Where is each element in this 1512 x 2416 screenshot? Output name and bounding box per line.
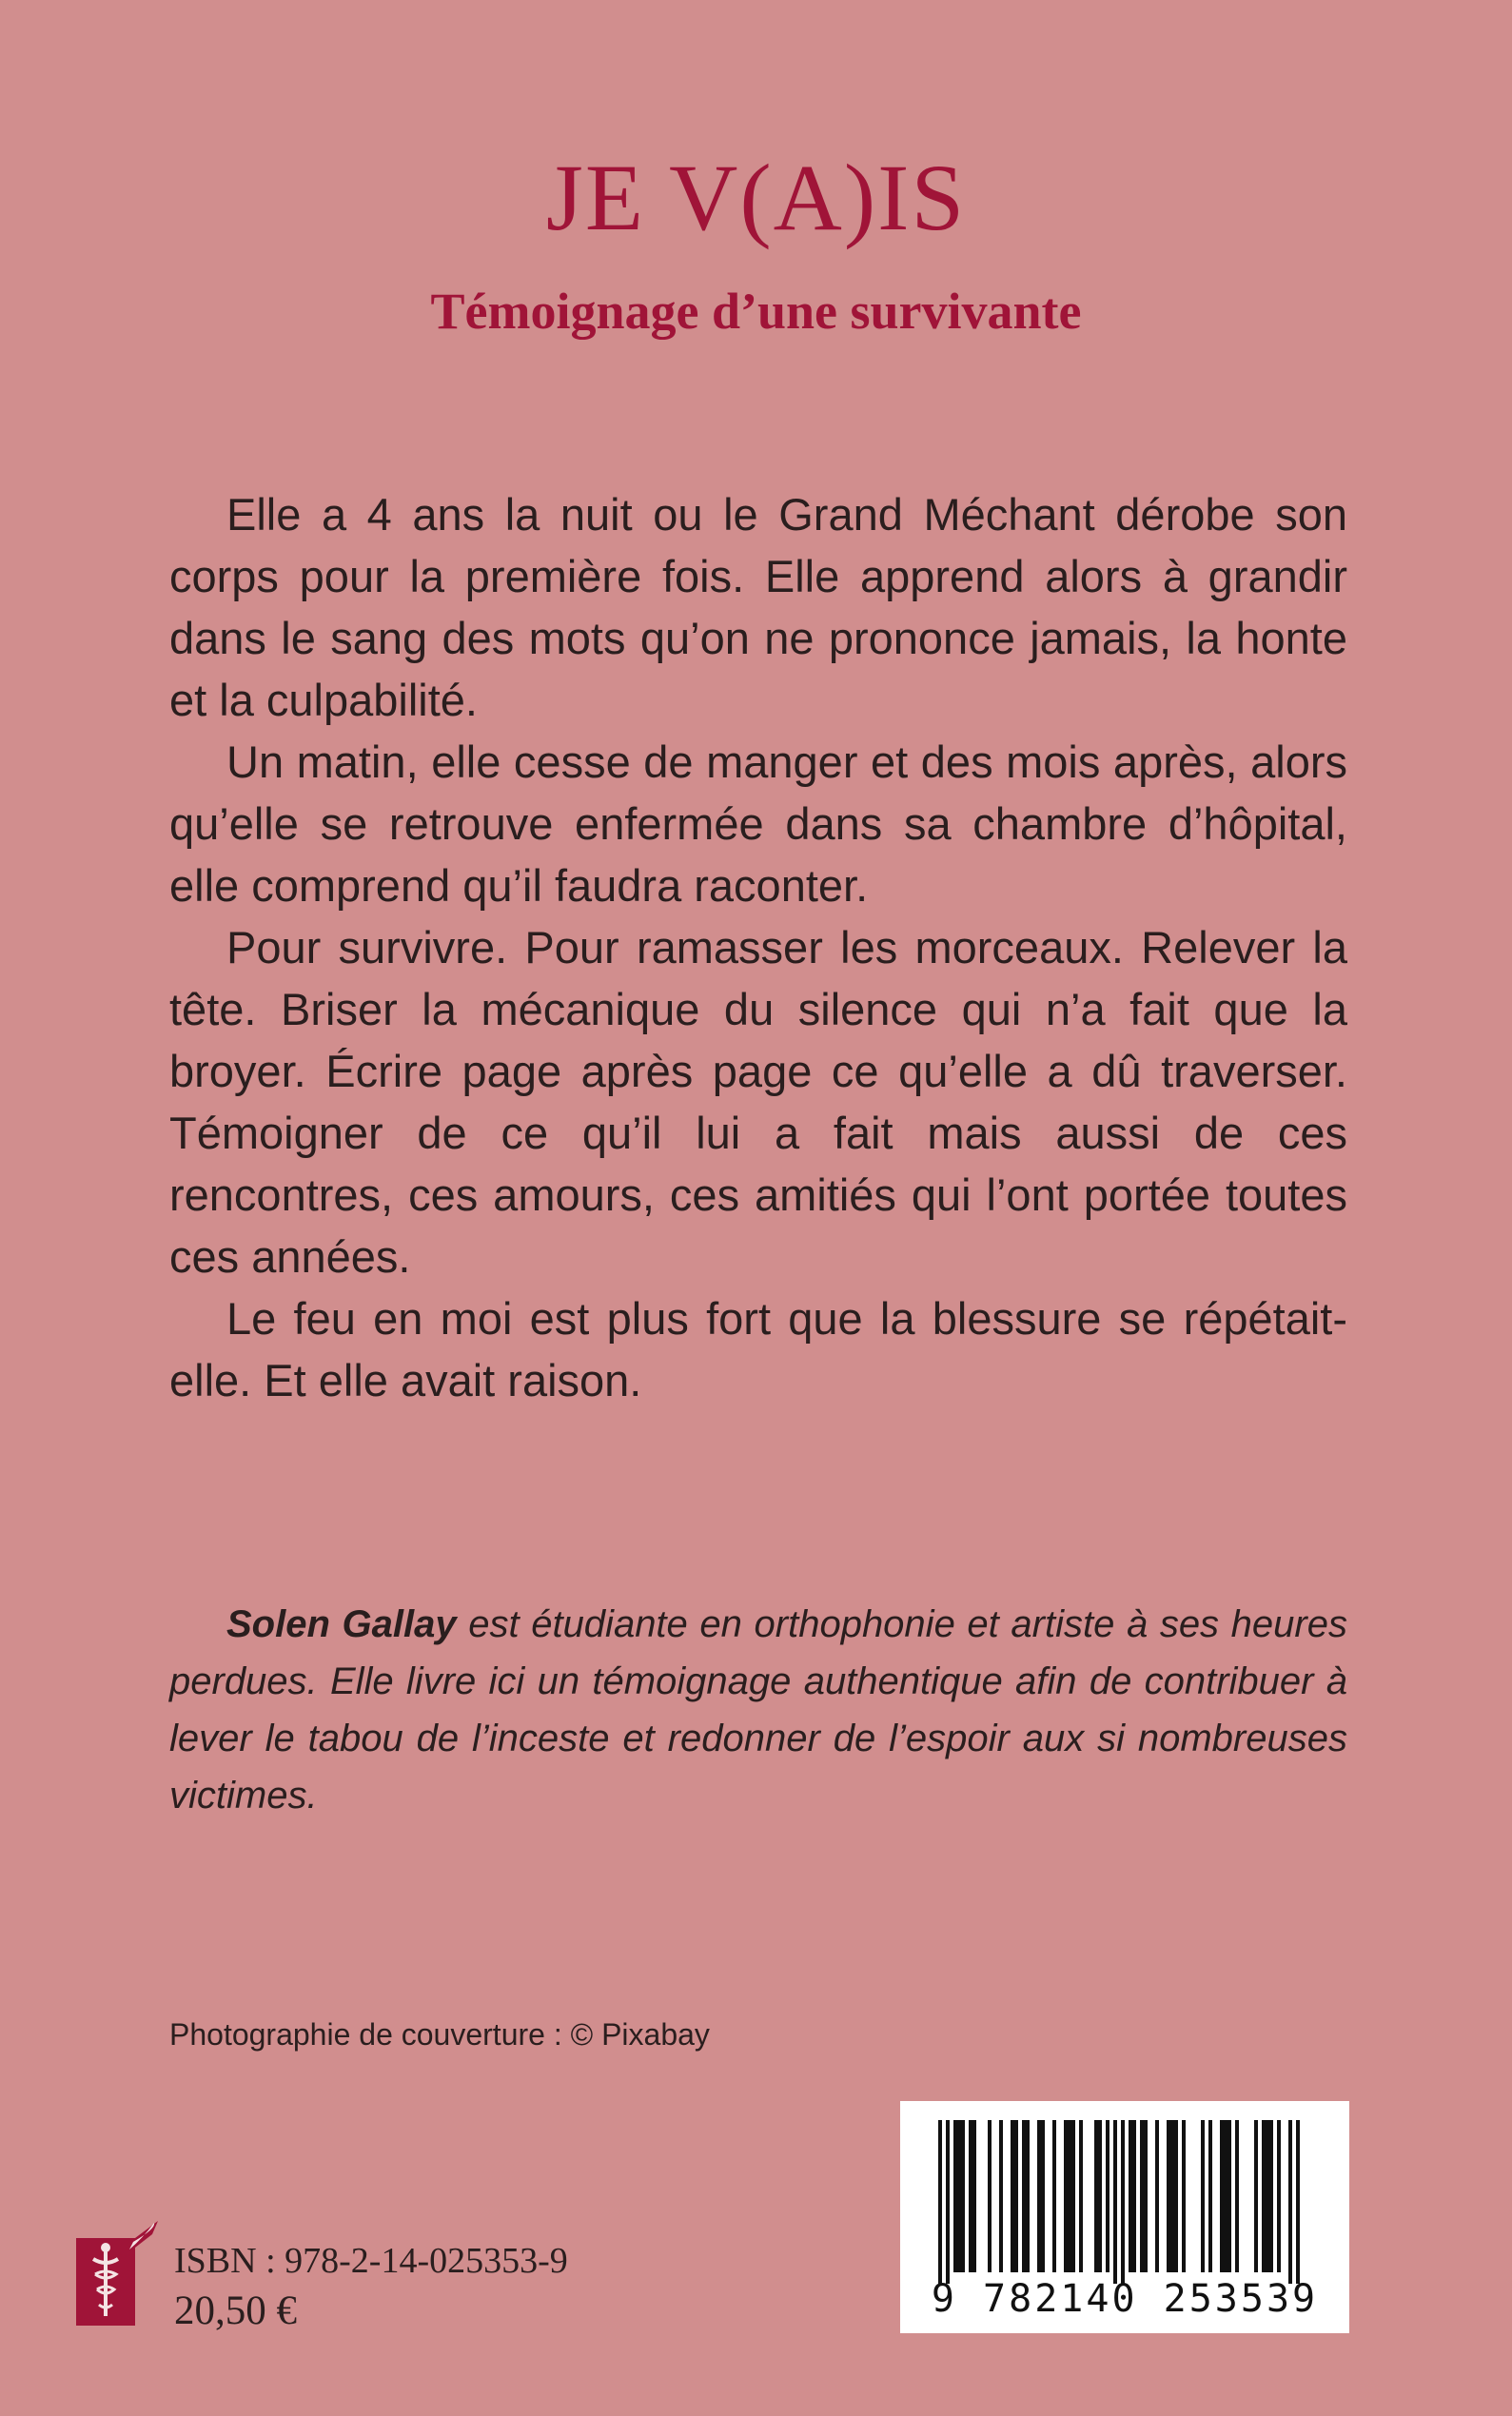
barcode-bar [957,2120,961,2272]
barcode-bar [1011,2120,1014,2272]
barcode-bar [1254,2120,1258,2272]
barcode-bar [1174,2120,1178,2272]
barcode-bar [1014,2120,1018,2272]
synopsis-paragraph: Elle a 4 ans la nuit ou le Grand Méchant dérobe son corps pour la première fois. Elle apprend alors à grandir dans le sang des mots qu’on ne prononce jamais, la honte et la culpabilité. [169,489,1347,725]
barcode-bar [1098,2120,1102,2272]
barcode-bar [1132,2120,1136,2272]
barcode [900,2101,1349,2333]
publisher-logo-icon [76,2221,158,2326]
barcode-bar [938,2120,942,2284]
barcode-bar [1296,2120,1300,2284]
price: 20,50 € [174,2288,297,2333]
barcode-bar [1182,2120,1186,2272]
barcode-bar [1167,2120,1170,2272]
synopsis-paragraph: Le feu en moi est plus fort que la blessure se répétait-elle. Et elle avait raison. [169,1293,1347,1405]
barcode-bar [946,2120,950,2284]
barcode-bar [1037,2120,1041,2272]
barcode-bar [1208,2120,1212,2272]
synopsis-paragraph: Pour survivre. Pour ramasser les morceaux. Relever la tête. Briser la mécanique du silence qui n’a fait que la broyer. Écrire page après page ce qu’elle a dû traverser. Témoigner de ce qu’il lui a fait mais aussi de ces rencontres, ces amours, ces amitiés qui l’ont portée toutes ces années. [169,922,1347,1282]
barcode-bar [1026,2120,1030,2272]
barcode-bar [999,2120,1003,2272]
barcode-bar [1227,2120,1231,2272]
barcode-bar [961,2120,965,2272]
barcode-bar [972,2120,976,2272]
barcode-bar [1277,2120,1281,2272]
barcode-bar [1224,2120,1227,2272]
barcode-bar [1106,2120,1109,2272]
barcode-bar [1262,2120,1266,2272]
synopsis [169,483,1347,1411]
barcode-bar [1155,2120,1159,2272]
isbn: ISBN : 978-2-14-025353-9 [174,2241,568,2281]
barcode-digits: 9 782140 253539 [931,2277,1319,2321]
barcode-bar [1071,2120,1075,2272]
barcode-bar [1079,2120,1083,2272]
book-title: JE V(A)IS [545,145,967,250]
barcode-bar [1094,2120,1098,2272]
barcode-bar [1041,2120,1045,2272]
barcode-bar [953,2120,957,2272]
author-name: Solen Gallay [226,1603,457,1645]
barcode-bar [969,2120,972,2272]
synopsis-paragraph: Un matin, elle cesse de manger et des mois après, alors qu’elle se retrouve enfermée dans sa chambre d’hôpital, elle comprend qu’il faudra raconter. [169,737,1347,911]
barcode-bar [1121,2120,1125,2284]
author-bio-text: est étudiante en orthophonie et artiste à ses heures perdues. Elle livre ici un témoignage authentique afin de contribuer à lever le tabou de l’inceste et redonner de l’espoir aux si nombreuses victimes. [169,1603,1347,1817]
barcode-bar [1170,2120,1174,2272]
barcode-bar [1129,2120,1132,2272]
photo-credit: Photographie de couverture : © Pixabay [169,2017,710,2052]
barcode-bar [1068,2120,1071,2272]
barcode-bar [1288,2120,1292,2284]
barcode-bar [1052,2120,1056,2272]
barcode-bar [1220,2120,1224,2272]
barcode-bar [1201,2120,1205,2272]
barcode-bar [1144,2120,1148,2272]
author-bio [169,1596,1347,1824]
barcode-bar [1140,2120,1144,2272]
barcode-bar [1235,2120,1239,2272]
barcode-bar [1022,2120,1026,2272]
barcode-bar [1266,2120,1269,2272]
book-subtitle: Témoignage d’une survivante [430,283,1082,340]
barcode-bar [1064,2120,1068,2272]
barcode-bar [1269,2120,1273,2272]
barcode-bar [988,2120,992,2272]
barcode-bar [1113,2120,1117,2284]
